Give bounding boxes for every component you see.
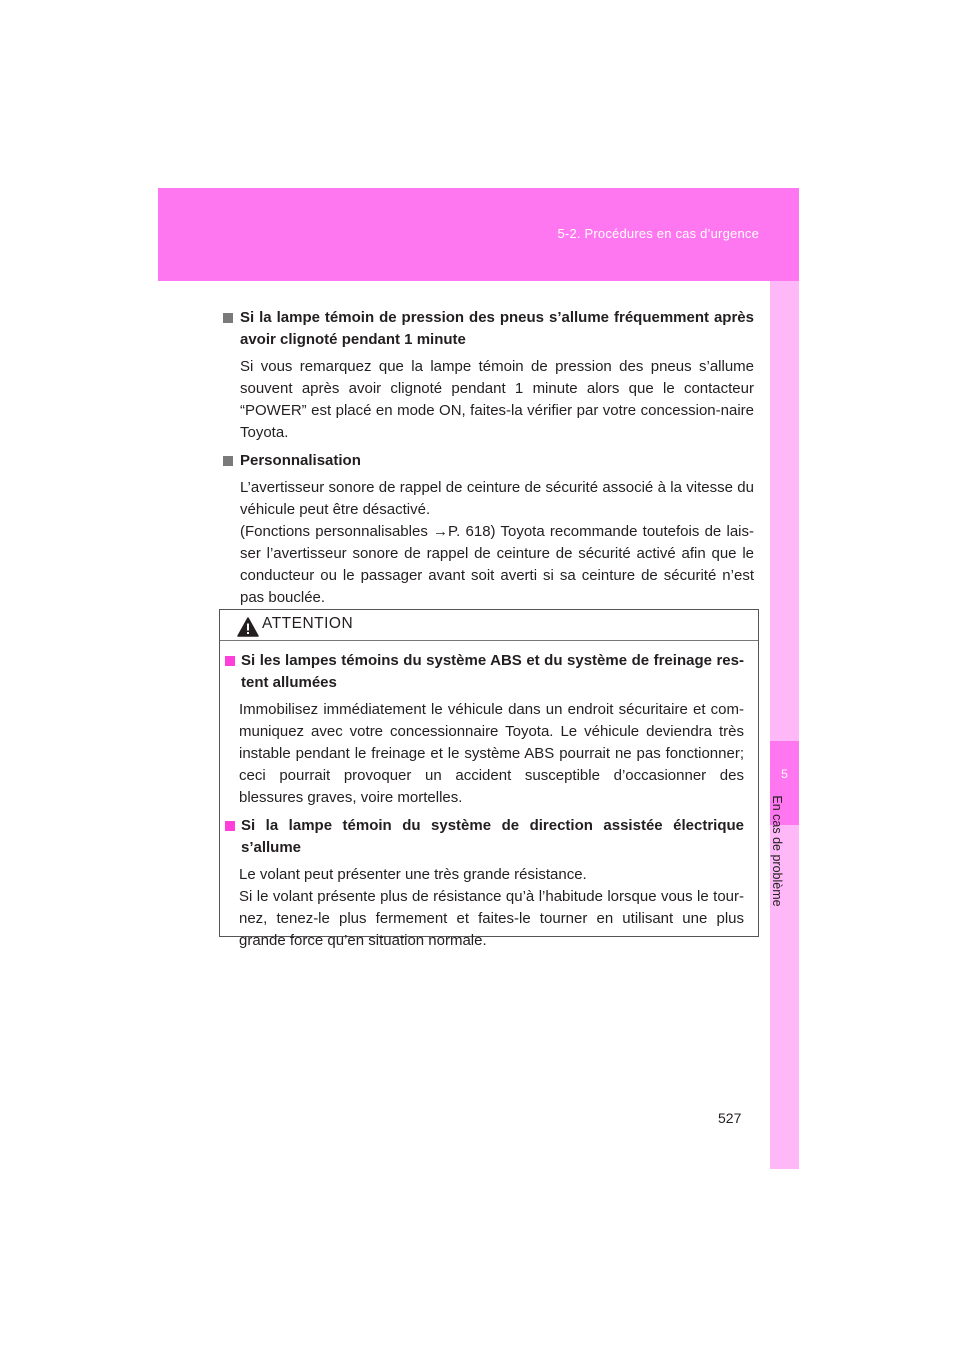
attention-paragraph: Si le volant présente plus de résistance qu’à l’habitude lorsque vous le tour-nez, tenez-le plus fermement et faites-le tourner en utilisant une plus grande force qu’en situation normale. (239, 888, 744, 949)
header-band (158, 188, 799, 281)
attention-header (220, 610, 758, 641)
attention-heading (225, 815, 744, 859)
page-number: 527 (718, 1110, 742, 1126)
attention-heading (225, 650, 744, 694)
attention-box (219, 609, 759, 949)
chapter-number: 5 (781, 767, 788, 781)
section-heading (222, 450, 754, 472)
square-bullet-icon (223, 313, 233, 323)
warning-triangle-icon (237, 617, 259, 637)
attention-paragraph: Le volant peut présenter une très grande résistance. (239, 866, 587, 883)
square-bullet-icon (225, 656, 235, 666)
attention-heading-text: Si la lampe témoin du système de direction assistée électrique s’allume (241, 817, 744, 856)
section-title: 5-2. Procédures en cas d’urgence (557, 226, 759, 241)
paragraph: Si vous remarquez que la lampe témoin de pression des pneus s’allume souvent après avoir clignoté pendant 1 minute alors que le contacteur “POWER” est placé en mode ON, faites-la vérifier par votre concession-naire Toyota. (240, 358, 754, 441)
chapter-title: En cas de problème (770, 795, 784, 907)
paragraph: (Fonctions personnalisables →P. 618) Toyota recommande toutefois de lais-ser l’avertisseur sonore de rappel de ceinture de sécurité activé afin que le conducteur ou le passager avant soit averti si sa ceinture de sécurité n’est pas bouclée. (240, 523, 754, 606)
square-bullet-icon (223, 456, 233, 466)
attention-body (220, 650, 744, 952)
attention-title: ATTENTION (262, 615, 354, 632)
chapter-side-tab (770, 281, 799, 1169)
section-heading (222, 307, 754, 351)
section-heading-text: Personnalisation (240, 452, 361, 469)
section-heading-text: Si la lampe témoin de pression des pneus s’allume fréquemment après avoir clignoté pendant 1 minute (240, 309, 754, 348)
attention-paragraph: Immobilisez immédiatement le véhicule dans un endroit sécuritaire et com-muniquez avec votre concessionnaire Toyota. Le véhicule deviendra très instable pendant le freinage et le système ABS pourrait ne pas fonctionner; ceci pourrait provoquer un accident susceptible d’occasionner des blessures graves, voire mortelles. (239, 701, 744, 806)
square-bullet-icon (225, 821, 235, 831)
paragraph: L’avertisseur sonore de rappel de ceinture de sécurité associé à la vitesse du véhicule peut être désactivé. (240, 479, 754, 518)
main-content (222, 307, 754, 609)
attention-heading-text: Si les lampes témoins du système ABS et du système de freinage res-tent allumées (241, 652, 744, 691)
